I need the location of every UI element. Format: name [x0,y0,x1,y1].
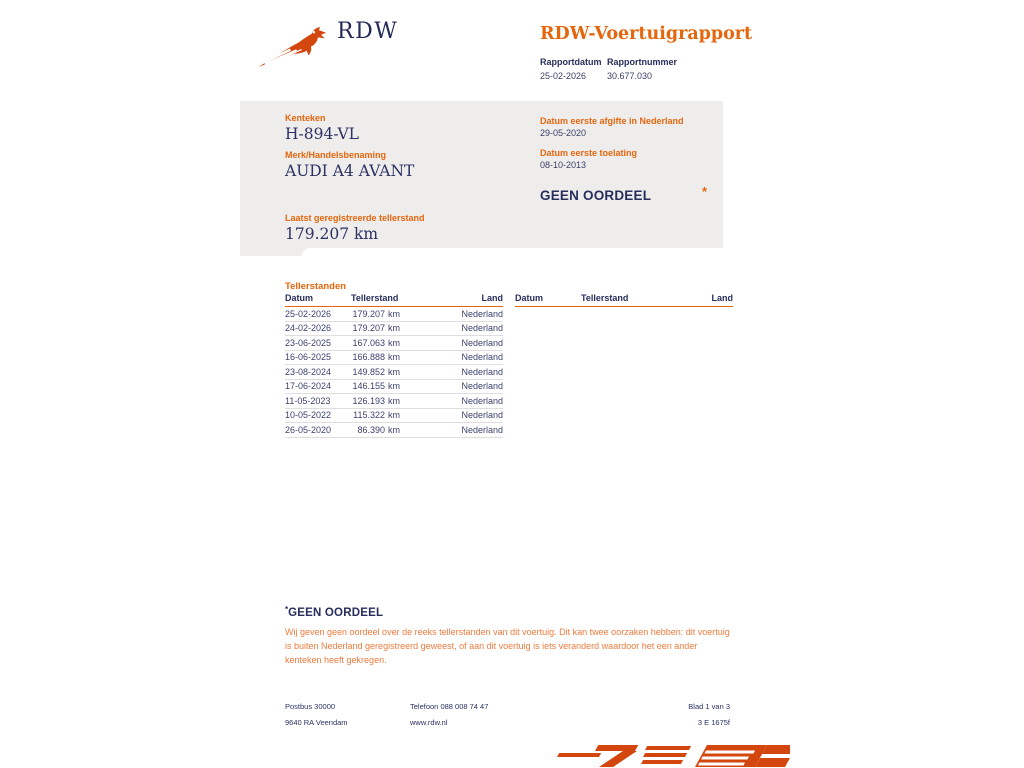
rdw-bird-logo-icon [254,20,332,70]
table-row [285,379,503,394]
tellerstanden-section-title: Tellerstanden [285,281,347,292]
cell-land: Nederland [441,394,503,409]
report-number-block [607,57,677,81]
cell-tellerstand: 166.888 km [351,350,441,365]
column-header-land: Land [671,291,733,307]
footer-contact [410,702,488,734]
column-header-land: Land [441,291,503,307]
cell-land: Nederland [441,365,503,380]
page-title: RDW-Voertuigrapport [540,24,753,44]
cell-land: Nederland [441,307,503,322]
eerste-afgifte-value: 29-05-2020 [540,128,587,138]
laatste-tellerstand-value: 179.207 km [285,225,379,243]
table-row [285,408,503,423]
footnote-asterisk: * [285,605,289,614]
footer-form-code: 3 E 1675f [697,718,730,727]
cell-tellerstand: 115.322 km [351,408,441,423]
cell-tellerstand: 179.207 km [351,307,441,322]
cell-datum: 10-05-2022 [285,408,351,423]
cell-tellerstand: 126.193 km [351,394,441,409]
footer-address [285,702,348,734]
merk-label: Merk/Handelsbenaming [285,150,387,160]
cell-land: Nederland [441,350,503,365]
table-row [285,321,503,336]
table-header-row [515,291,733,307]
table-row [285,423,503,438]
vehicle-summary-panel [240,101,723,256]
eerste-afgifte-label: Datum eerste afgifte in Nederland [540,116,684,126]
table-row [285,307,503,322]
cell-datum: 24-02-2026 [285,321,351,336]
tellerstanden-table-body [285,307,503,438]
eerste-toelating-value: 08-10-2013 [540,160,587,170]
report-date-value: 25-02-2026 [540,71,587,81]
panel-bottom-notch [302,248,723,256]
report-date-block [540,57,602,81]
report-meta [540,57,691,81]
geen-oordeel-footnote [285,603,735,667]
footnote-body: Wij geven geen oordeel over de reeks tellerstanden van dit voertuig. Dit kan twee oorzaken hebben: dit voertuig is buiten Nederland geregistreerd geweest, of aan dit voertuig is iets veranderd waardoor het een ander kenteken heeft gekregen. [285,627,730,665]
column-header-tellerstand: Tellerstand [581,291,671,307]
footer-page-info [688,702,730,734]
cell-land: Nederland [441,336,503,351]
column-header-datum: Datum [515,291,581,307]
footer-website: www.rdw.nl [410,718,448,727]
rdw-stripes-graphic [543,744,790,768]
column-header-tellerstand: Tellerstand [351,291,441,307]
table-row [285,365,503,380]
table-row [285,350,503,365]
table-row [285,336,503,351]
cell-datum: 25-02-2026 [285,307,351,322]
cell-land: Nederland [441,423,503,438]
rdw-logo-text: RDW [337,19,399,44]
tellerstanden-table-left [285,291,503,438]
cell-datum: 11-05-2023 [285,394,351,409]
cell-tellerstand: 179.207 km [351,321,441,336]
footer-address-line2: 9640 RA Veendam [285,718,348,727]
table-row [285,394,503,409]
footnote-heading [285,603,735,621]
footer-address-line1: Postbus 30000 [285,702,336,711]
laatste-tellerstand-label: Laatst geregistreerde tellerstand [285,213,425,223]
tellerstanden-tables [285,291,733,438]
oordeel-asterisk: * [702,184,708,199]
table-header-row [285,291,503,307]
report-date-label: Rapportdatum [540,57,602,67]
report-number-value: 30.677.030 [607,71,653,81]
cell-datum: 17-06-2024 [285,379,351,394]
report-number-label: Rapportnummer [607,57,678,67]
footer-page-number: Blad 1 van 3 [688,702,730,711]
merk-value: AUDI A4 AVANT [285,162,415,180]
cell-land: Nederland [441,321,503,336]
cell-tellerstand: 86.390 km [351,423,441,438]
eerste-toelating-label: Datum eerste toelating [540,148,638,158]
footnote-title: GEEN OORDEEL [288,607,384,619]
cell-tellerstand: 167.063 km [351,336,441,351]
cell-datum: 23-06-2025 [285,336,351,351]
cell-tellerstand: 149.852 km [351,365,441,380]
cell-land: Nederland [441,379,503,394]
cell-datum: 26-05-2020 [285,423,351,438]
kenteken-value: H-894-VL [285,125,359,143]
oordeel-value: GEEN OORDEEL [540,188,652,203]
tellerstanden-table-right [515,291,733,307]
column-header-datum: Datum [285,291,351,307]
footer-phone: Telefoon 088 008 74 47 [410,702,489,711]
cell-datum: 23-08-2024 [285,365,351,380]
kenteken-label: Kenteken [285,113,326,123]
cell-land: Nederland [441,408,503,423]
cell-datum: 16-06-2025 [285,350,351,365]
cell-tellerstand: 146.155 km [351,379,441,394]
